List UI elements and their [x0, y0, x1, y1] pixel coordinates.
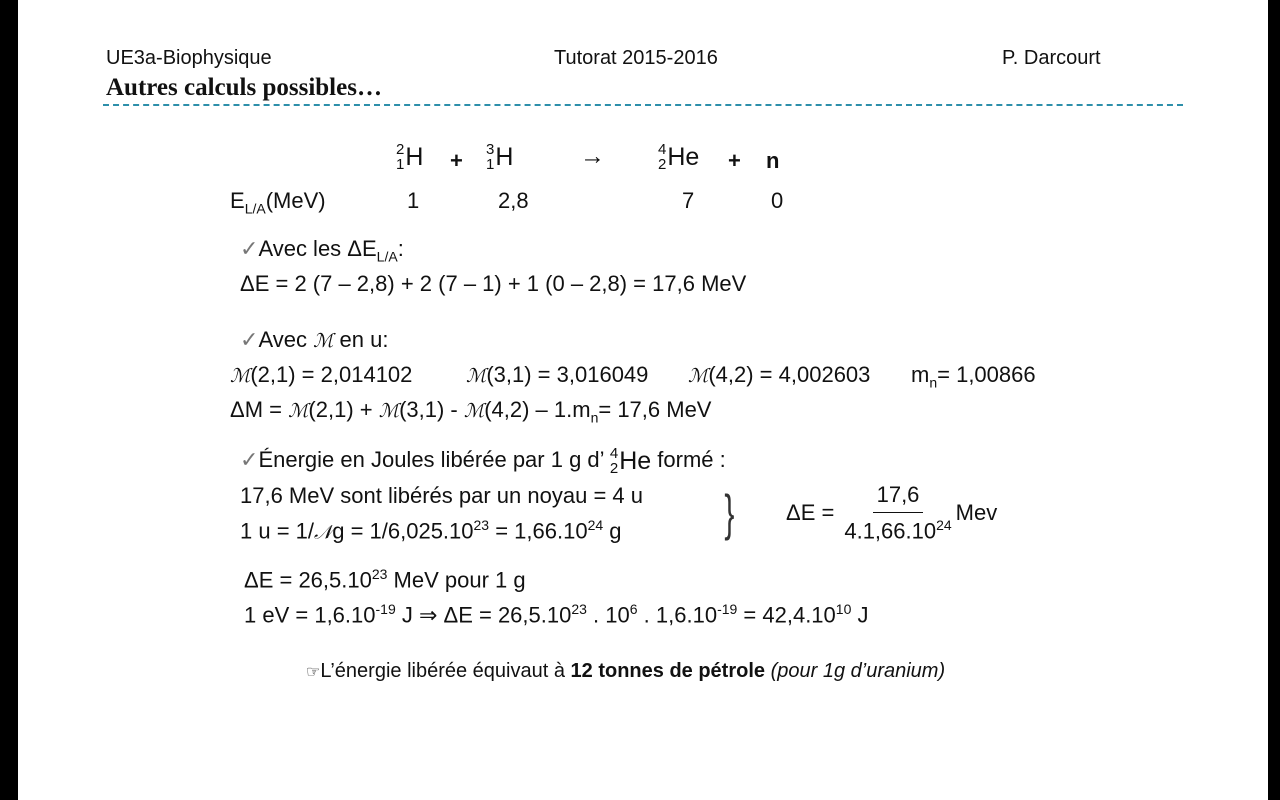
binding-energy-label: $E_{L/A}(MeV)$ — [230, 188, 326, 217]
energy-value-n: 0 — [771, 188, 784, 213]
energy-per-gram-joules: 1 eV = $1,6.10^{-19}$ J ⇒ $\Delta E = 26,5.10^{23}$ . $10^6$ . $1,6.10^{-19} = 42,4.10^{10}$ J — [244, 601, 869, 628]
energy-value-t: 2,8 — [498, 188, 529, 213]
mass-neutron: $m_n= 1,00866$ — [911, 362, 1036, 391]
nuclide-tritium: 3 1 H — [486, 141, 514, 173]
mass-helium: ℳ(4,2) = 4,002603 — [688, 362, 871, 387]
energy-value-d: 1 — [407, 188, 420, 213]
plus-sign: + — [450, 148, 463, 173]
mass-deuterium: ℳ(2,1) = 2,014102 — [230, 362, 413, 387]
reaction-arrow: → — [580, 142, 605, 170]
mass-defect-formula: ΔM = ℳ(2,1) + ℳ(3,1) - ℳ(4,2) – $1.m_n= 17,6$ MeV — [230, 397, 712, 426]
energy-fraction: ΔE = $\frac{17,6}{4.1,66.10^{24}}$ Mev — [786, 482, 998, 544]
nucleus-mass-line: 17,6 MeV sont libérés par un noyau = 4 u — [240, 483, 643, 508]
author-label: P. Darcourt — [1002, 47, 1101, 69]
check-icon: ✓ — [240, 236, 259, 261]
conclusion-note: ☞L’énergie libérée équivaut à 12 tonnes de pétrole (pour 1g d’uranium) — [306, 660, 946, 682]
energy-per-gram-mev: $\Delta E = 26,5.10^{23}$ MeV pour 1 g — [244, 566, 526, 593]
page-title: Autres calculs possibles… — [106, 74, 382, 101]
method-1-formula: ΔE = 2 (7 – 2,8) + 2 (7 – 1) + 1 (0 – 2,8) = 17,6 MeV — [240, 271, 747, 296]
nuclide-helium: 4 2 He — [658, 141, 700, 173]
check-icon: ✓ — [240, 327, 259, 352]
method-3-heading: ✓Énergie en Joules libérée par 1 g d’ 4 2 He formé : — [240, 445, 726, 477]
pointing-hand-icon: ☞ — [306, 664, 321, 681]
check-icon: ✓ — [240, 446, 259, 472]
energy-value-he: 7 — [682, 188, 695, 213]
curly-brace: } — [724, 485, 735, 541]
neutron-symbol: n — [766, 148, 780, 173]
plus-sign-2: + — [728, 148, 741, 173]
mass-tritium: ℳ(3,1) = 3,016049 — [466, 362, 649, 387]
course-label: UE3a-Biophysique — [106, 47, 272, 69]
header-divider — [103, 104, 1183, 106]
session-label: Tutorat 2015-2016 — [554, 47, 718, 69]
nuclide-deuterium: 2 1 H — [396, 141, 424, 173]
document-page — [18, 0, 1268, 800]
atomic-mass-unit-line: 1 u = 1/𝒩g = $1/6,025.10^{23} = 1,66.10^{24}$ g — [240, 517, 622, 544]
method-2-heading: ✓Avec ℳ en u: — [240, 327, 389, 352]
method-1-heading: ✓Avec les $\Delta E_{L/A}$: — [240, 236, 404, 265]
